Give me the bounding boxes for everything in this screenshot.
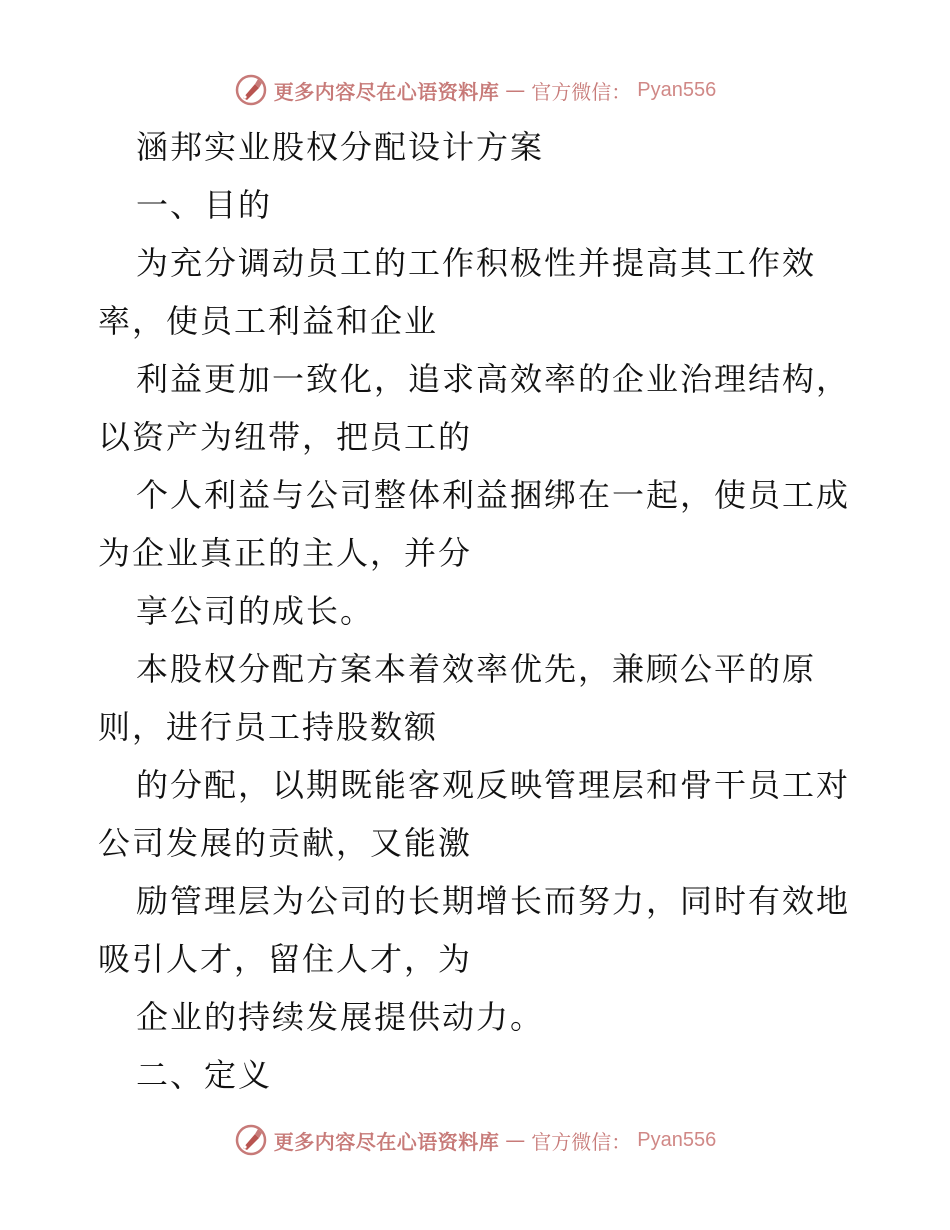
document-body	[98, 118, 858, 1104]
pen-logo-icon	[234, 1123, 268, 1157]
watermark-separator: —	[505, 78, 526, 102]
watermark-wechat-label: 官方微信：	[531, 1129, 632, 1154]
watermark-wechat-id: Pyan556	[637, 78, 717, 101]
paragraph-line: 吸引人才，留住人才，为	[98, 940, 473, 978]
paragraph-line: 以资产为纽带，把员工的	[98, 418, 473, 456]
paragraph-line: 的分配，以期既能客观反映管理层和骨干员工对	[136, 766, 851, 804]
paragraph-line: 本股权分配方案本着效率优先，兼顾公平的原	[136, 650, 817, 688]
paragraph-line: 享公司的成长。	[136, 592, 375, 630]
watermark-footer	[0, 1120, 950, 1160]
watermark-separator: —	[505, 1128, 526, 1152]
paragraph-line: 率，使员工利益和企业	[98, 302, 439, 340]
watermark-wechat-label: 官方微信：	[531, 79, 632, 104]
paragraph-line: 利益更加一致化，追求高效率的企业治理结构，	[136, 360, 851, 398]
paragraph-line: 公司发展的贡献，又能激	[98, 824, 473, 862]
section-heading-definition: 二、定义	[136, 1056, 273, 1094]
document-title: 涵邦实业股权分配设计方案	[136, 128, 545, 166]
paragraph-line: 企业的持续发展提供动力。	[136, 998, 545, 1036]
paragraph-line: 励管理层为公司的长期增长而努力，同时有效地	[136, 882, 851, 920]
watermark-text: 更多内容尽在心语资料库	[273, 1129, 500, 1154]
paragraph-line: 为充分调动员工的工作积极性并提高其工作效	[136, 244, 817, 282]
watermark-wechat-id: Pyan556	[637, 1128, 717, 1151]
paragraph-line: 为企业真正的主人，并分	[98, 534, 473, 572]
section-heading-purpose: 一、目的	[136, 186, 273, 224]
watermark-text: 更多内容尽在心语资料库	[273, 79, 500, 104]
paragraph-line: 个人利益与公司整体利益捆绑在一起，使员工成	[136, 476, 851, 514]
paragraph-line: 则，进行员工持股数额	[98, 708, 439, 746]
pen-logo-icon	[234, 73, 268, 107]
watermark-header	[0, 70, 950, 110]
